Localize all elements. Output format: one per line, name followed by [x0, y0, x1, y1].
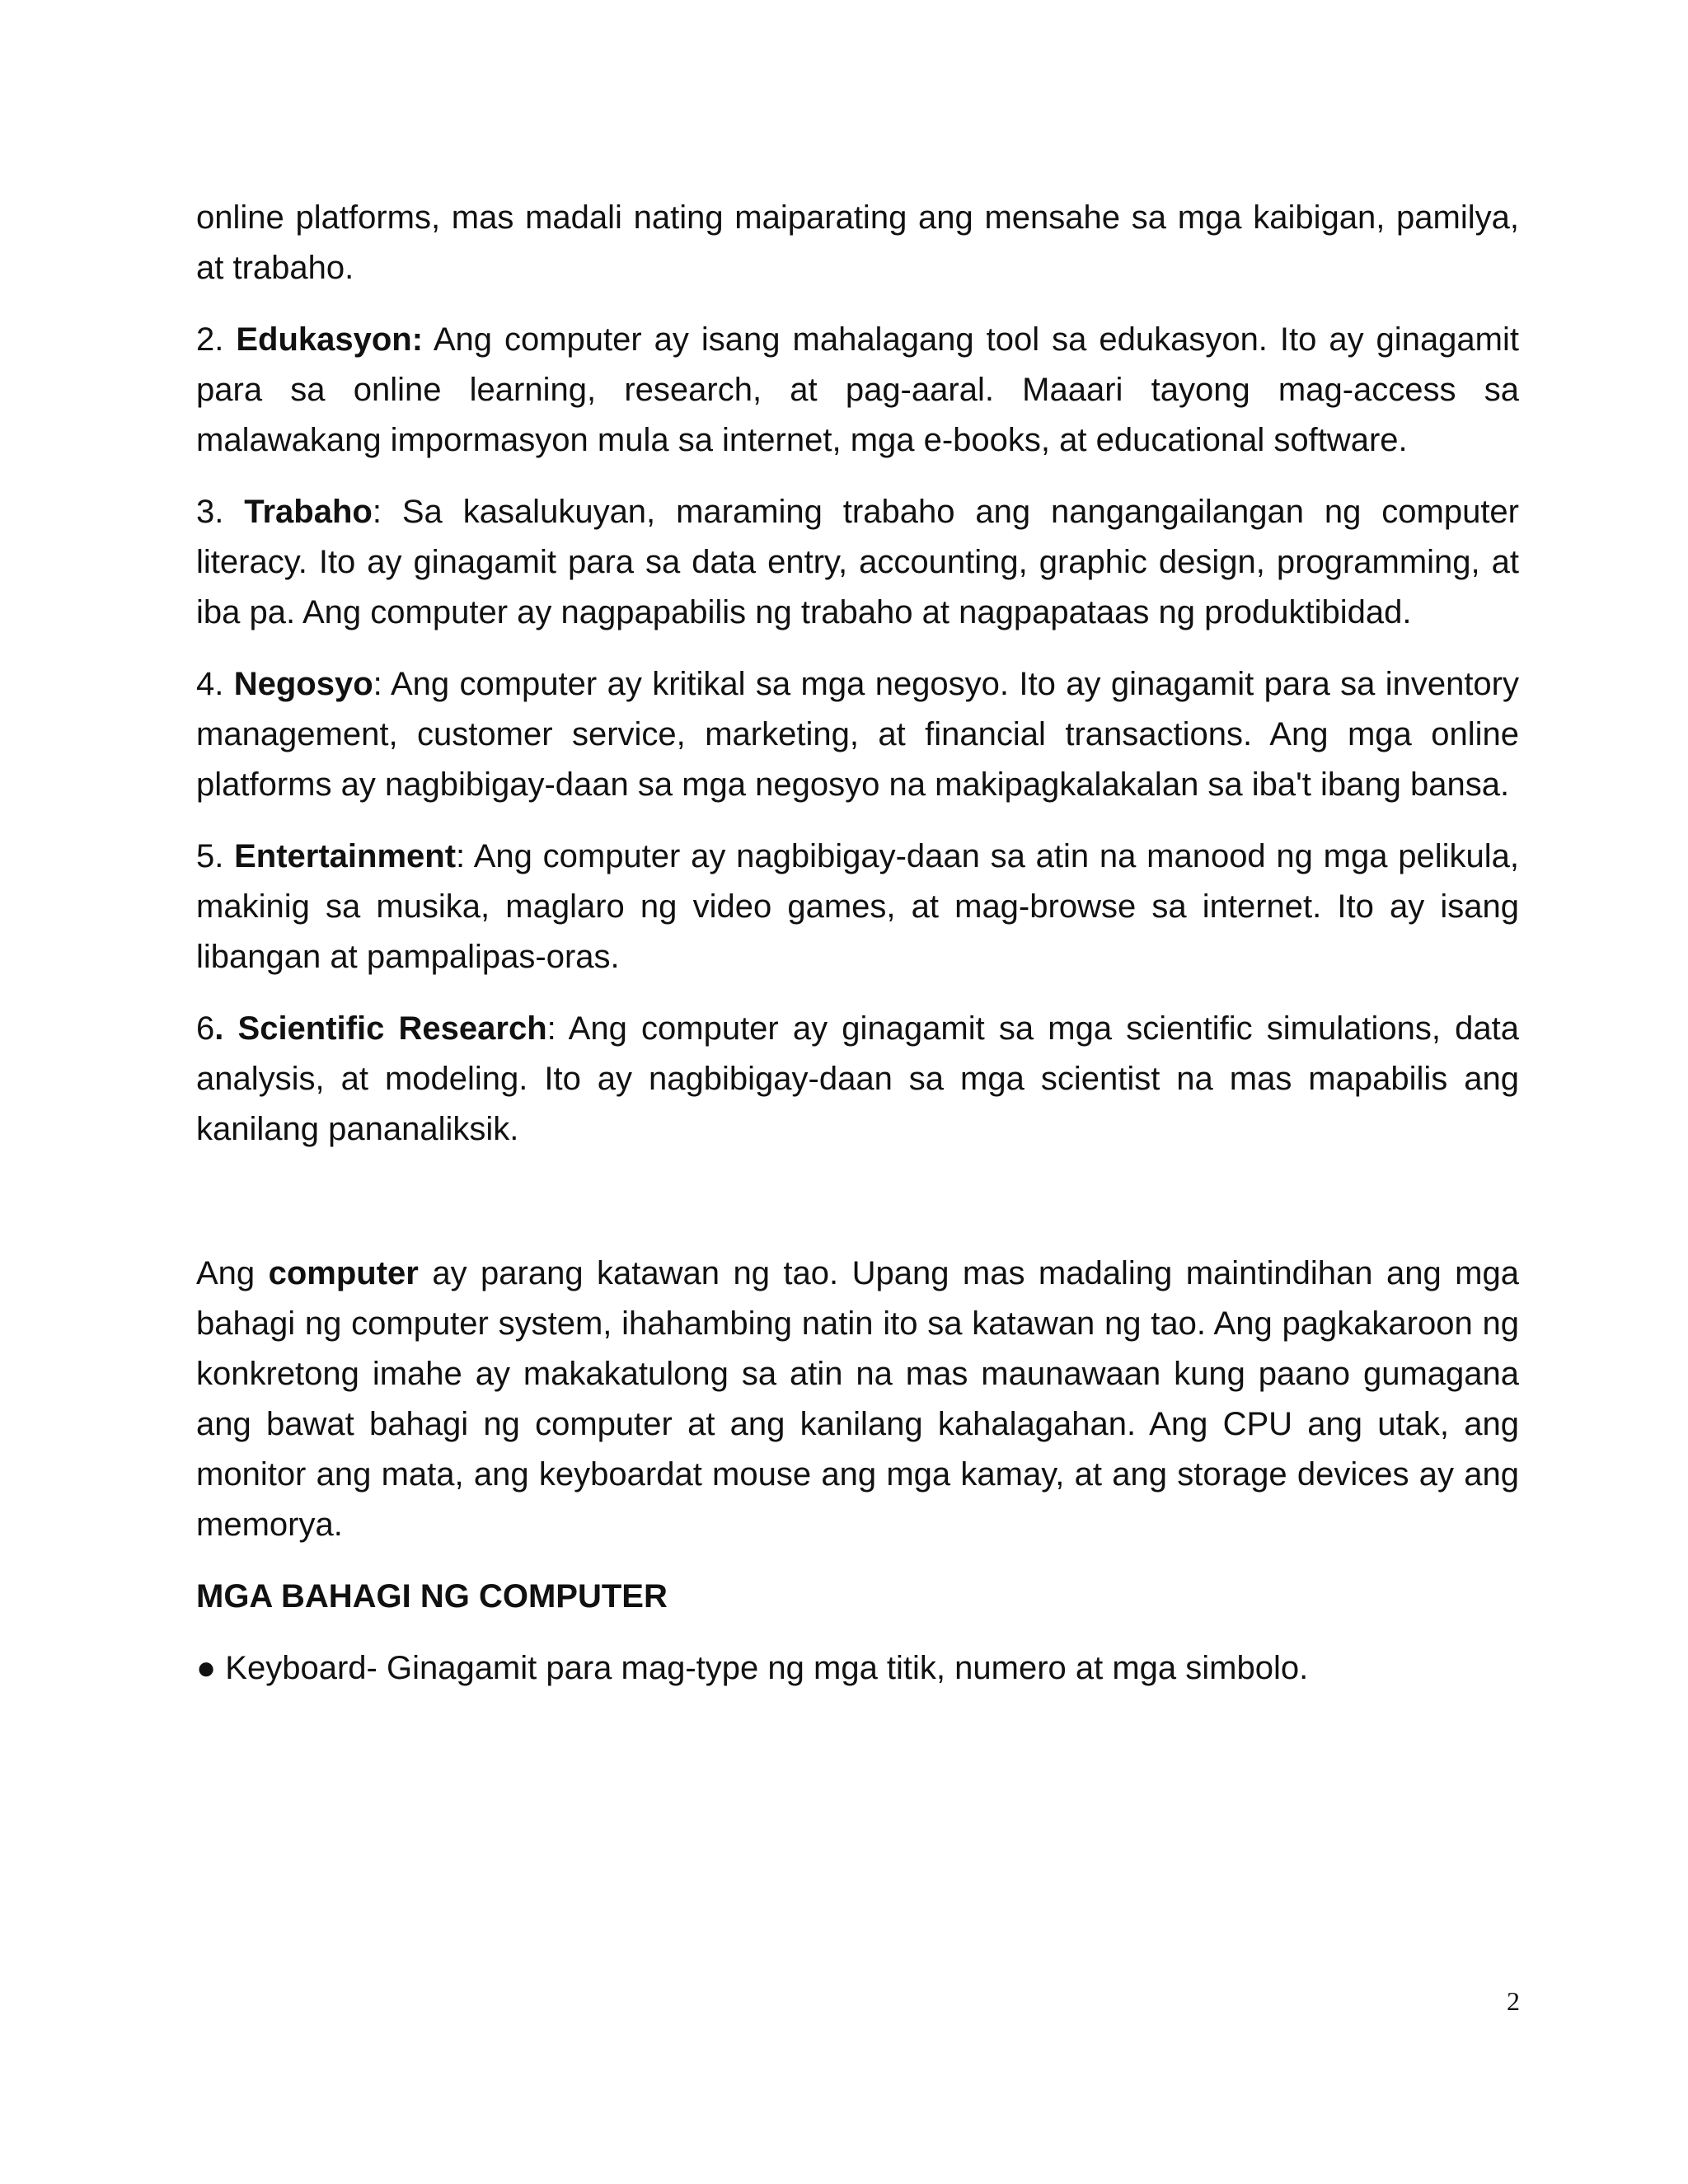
item-body: : Sa kasalukuyan, maraming trabaho ang nangangailangan ng computer literacy. Ito ay ginagamit para sa data entry, accounting, graphic design, programming, at iba pa. Ang computer ay nagpapabilis ng trabaho at nagpapataas ng produktibidad.	[196, 494, 1519, 630]
item-term: Entertainment	[234, 838, 457, 874]
item-term: Negosyo	[233, 666, 373, 702]
item-term: Trabaho	[244, 494, 373, 530]
page-number: 2	[1507, 1986, 1520, 2016]
analogy-paragraph	[196, 1249, 1519, 1550]
item-number: 5.	[196, 838, 224, 874]
bullet-icon: ●	[196, 1650, 217, 1686]
item-number: 2.	[196, 321, 224, 358]
list-item-trabaho	[196, 487, 1519, 638]
item-number: 6	[196, 1010, 215, 1047]
analogy-prefix: Ang	[196, 1255, 269, 1291]
item-number: 3.	[196, 494, 224, 530]
item-body: : Ang computer ay nagbibigay-daan sa atin na manood ng mga pelikula, makinig sa musika, maglaro ng video games, at mag-browse sa internet. Ito ay isang libangan at pampalipas-oras.	[196, 838, 1519, 975]
list-item-scientific-research	[196, 1004, 1519, 1155]
item-term: Edukasyon:	[236, 321, 424, 358]
item-body: : Ang computer ay kritikal sa mga negosyo. Ito ay ginagamit para sa inventory management, customer service, marketing, at financial transactions. Ang mga online platforms ay nagbibigay-daan sa mga negosyo na makipagkalakalan sa iba't ibang bansa.	[196, 666, 1519, 803]
intro-paragraph	[196, 193, 1519, 293]
bullet-text: Keyboard- Ginagamit para mag-type ng mga titik, numero at mga simbolo.	[216, 1650, 1309, 1686]
list-item-edukasyon	[196, 315, 1519, 466]
page-content	[196, 193, 1519, 1694]
list-item-negosyo	[196, 659, 1519, 810]
analogy-rest: ay parang katawan ng tao. Upang mas madaling maintindihan ang mga bahagi ng computer system, ihahambing natin ito sa katawan ng tao. Ang pagkakaroon ng konkretong imahe ay makakatulong sa atin na mas maunawaan kung paano gumagana ang bawat bahagi ng computer at ang kanilang kahalagahan. Ang CPU ang utak, ang monitor ang mata, ang keyboardat mouse ang mga kamay, at ang storage devices ay ang memorya.	[196, 1255, 1519, 1543]
list-item-entertainment	[196, 832, 1519, 982]
item-number: 4.	[196, 666, 224, 702]
item-term: . Scientific Research	[214, 1010, 547, 1047]
item-body: : Ang computer ay ginagamit sa mga scientific simulations, data analysis, at modeling. Ito ay nagbibigay-daan sa mga scientist na mas mapabilis ang kanilang pananaliksik.	[196, 1010, 1519, 1147]
intro-text: online platforms, mas madali nating maiparating ang mensahe sa mga kaibigan, pamilya, at trabaho.	[196, 199, 1519, 286]
section-spacer	[196, 1176, 1519, 1249]
item-body: Ang computer ay isang mahalagang tool sa edukasyon. Ito ay ginagamit para sa online learning, research, at pag-aaral. Maaari tayong mag-access sa malawakang impormasyon mula sa internet, mga e-books, at educational software.	[196, 321, 1519, 458]
section-heading: MGA BAHAGI NG COMPUTER	[196, 1578, 668, 1615]
analogy-bold-word: computer	[268, 1255, 419, 1291]
bullet-item-keyboard	[196, 1643, 1519, 1694]
